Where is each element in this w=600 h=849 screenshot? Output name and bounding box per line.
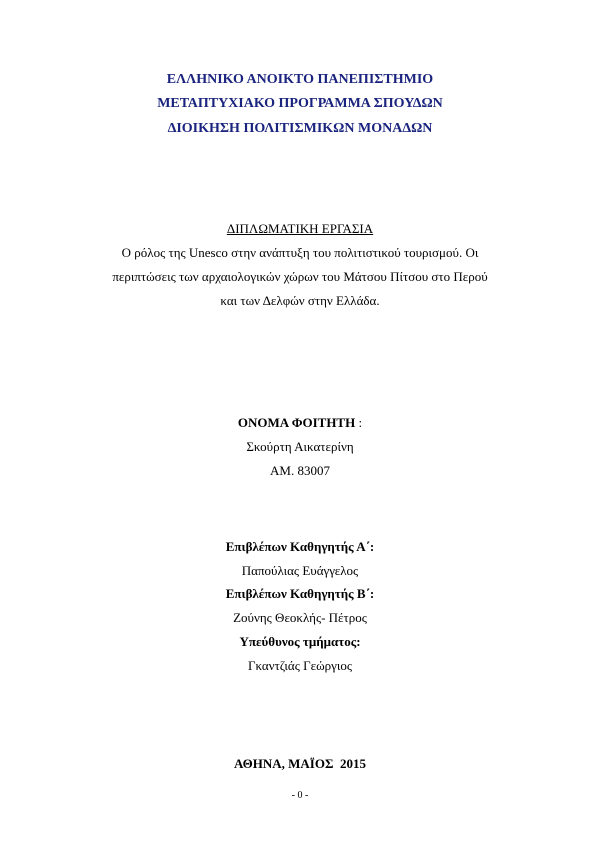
- supervisor-b-name: Ζούνης Θεοκλής- Πέτρος: [233, 610, 367, 625]
- thesis-label: ΔΙΠΛΩΜΑΤΙΚΗ ΕΡΓΑΣΙΑ: [226, 221, 374, 236]
- student-label-row: [0, 415, 600, 431]
- student-label: ΟΝΟΜΑ ΦΟΙΤΗΤΗ: [237, 415, 356, 430]
- student-name: Σκούρτη Αικατερίνη: [246, 439, 354, 454]
- thesis-title-line-1: Ο ρόλος της Unesco στην ανάπτυξη του πολιτιστικού τουρισμού. Οι: [121, 245, 479, 260]
- student-label-separator: :: [355, 415, 363, 430]
- department-name: ΔΙΟΙΚΗΣΗ ΠΟΛΙΤΙΣΜΙΚΩΝ ΜΟΝΑΔΩΝ: [167, 121, 433, 136]
- thesis-title-line-2: περιπτώσεις των αρχαιολογικών χώρων του Μάτσου Πίτσου στο Περού: [112, 269, 488, 284]
- thesis-title-line-3: και των Δελφών στην Ελλάδα.: [220, 293, 380, 308]
- department-head-label: Υπεύθυνος τμήματος:: [239, 634, 361, 649]
- supervisor-b-label: Επιβλέπων Καθηγητής Β΄:: [225, 586, 375, 601]
- supervisor-a-label: Επιβλέπων Καθηγητής Α΄:: [225, 539, 375, 554]
- department-head-name: Γκαντζιάς Γεώργιος: [247, 658, 353, 673]
- university-name: ΕΛΛΗΝΙΚΟ ΑΝΟΙΚΤΟ ΠΑΝΕΠΙΣΤΗΜΙΟ: [166, 72, 434, 87]
- place-date: ΑΘΗΝΑ, ΜΑΪΟΣ 2015: [234, 756, 366, 771]
- page-number: - 0 -: [291, 790, 309, 801]
- supervisor-a-name: Παπούλιας Ευάγγελος: [241, 563, 359, 578]
- program-name: ΜΕΤΑΠΤΥΧΙΑΚΟ ΠΡΟΓΡΑΜΜΑ ΣΠΟΥΔΩΝ: [157, 96, 443, 111]
- student-am: ΑΜ. 83007: [270, 463, 330, 478]
